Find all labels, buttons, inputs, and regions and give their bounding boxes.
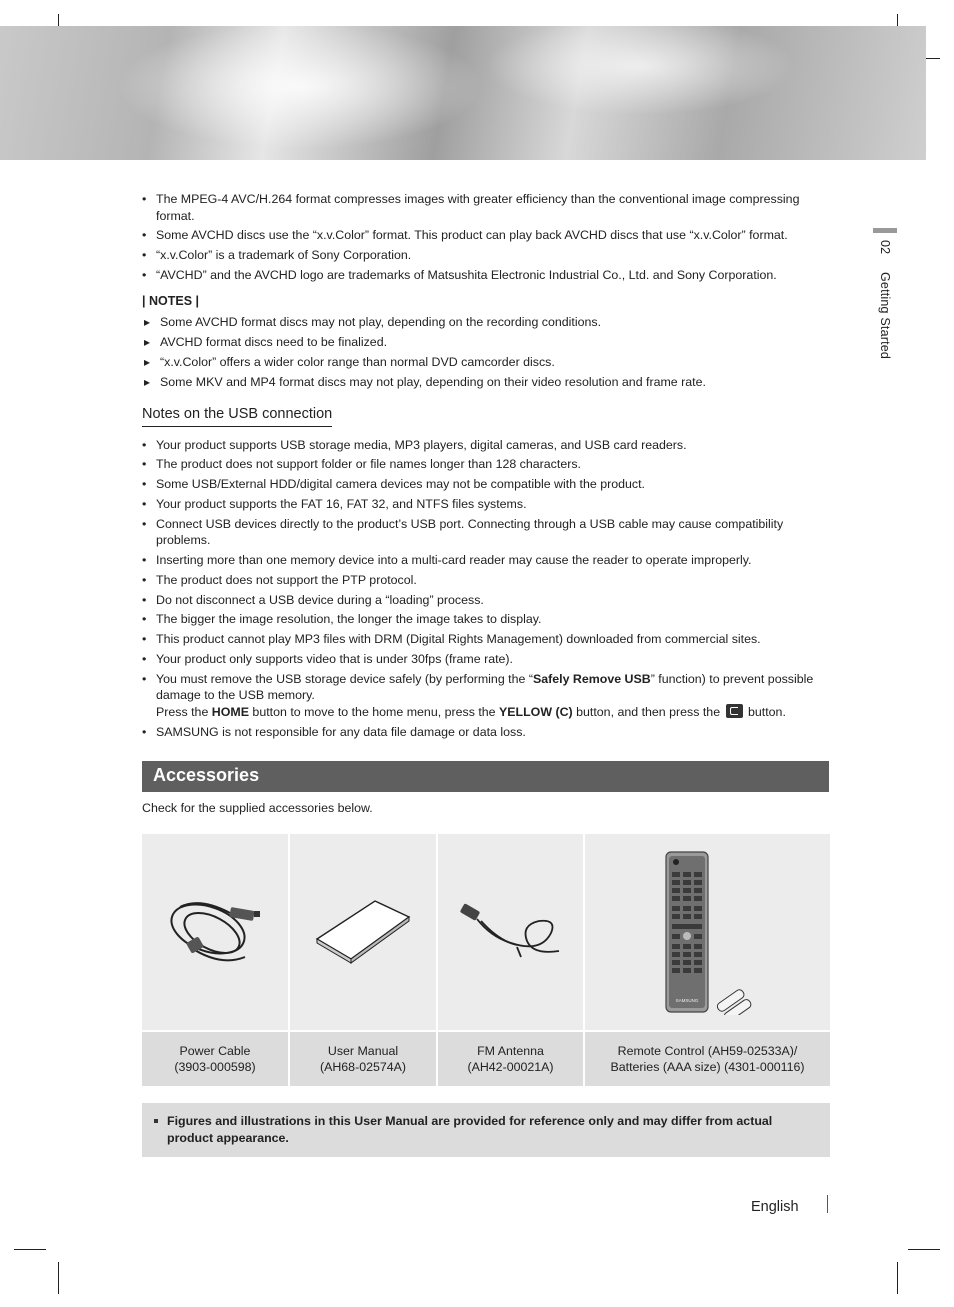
list-item: • Some USB/External HDD/digital camera devices may not be compatible with the product.: [142, 476, 830, 493]
figure-note-text: Figures and illustrations in this User Manual are provided for reference only and may differ from actual product appearance.: [167, 1114, 773, 1145]
text-bold: YELLOW (C): [499, 704, 573, 719]
list-item: • Some AVCHD discs use the “x.v.Color” format. This product can play back AVCHD discs that use “x.v.Color” format.: [142, 227, 830, 244]
intro-bullet-list: [142, 191, 830, 283]
text-bold: HOME: [211, 704, 249, 719]
list-item: • Inserting more than one memory device into a multi-card reader may cause the reader to operate improperly.: [142, 552, 830, 569]
user-manual-icon: [313, 897, 413, 967]
notes-heading: | NOTES |: [142, 294, 200, 309]
crop-mark: [58, 1262, 59, 1294]
header-band: [0, 26, 926, 160]
usb-section-heading: Notes on the USB connection: [142, 406, 332, 427]
list-item: • Your product supports USB storage media, MP3 players, digital cameras, and USB card readers.: [142, 437, 830, 454]
crop-mark: [897, 1262, 898, 1294]
remote-control-caption: [585, 1032, 830, 1086]
user-manual-image: [290, 834, 436, 1030]
list-item: • Your product only supports video that is under 30fps (frame rate).: [142, 651, 830, 668]
list-item: ▸ Some AVCHD format discs may not play, depending on the recording conditions.: [142, 314, 830, 331]
list-item: • The bigger the image resolution, the longer the image takes to display.: [142, 611, 830, 628]
list-item: • Do not disconnect a USB device during a “loading” process.: [142, 592, 830, 609]
chapter-tab-marker: [873, 228, 897, 233]
caption-line: (3903-000598): [174, 1060, 256, 1074]
list-item: • This product cannot play MP3 files with DRM (Digital Rights Management) downloaded from commercial sites.: [142, 631, 830, 648]
fm-antenna-caption: [438, 1032, 583, 1086]
list-item: • Your product supports the FAT 16, FAT 32, and NTFS files systems.: [142, 496, 830, 513]
power-cable-icon: [160, 887, 270, 977]
text-bold: Safely Remove USB: [532, 671, 651, 686]
crop-mark: [908, 1249, 940, 1250]
caption-line: (AH42-00021A): [467, 1060, 554, 1074]
chapter-title: Getting Started: [878, 272, 892, 360]
accessories-heading: Accessories: [142, 761, 829, 792]
footer-language: English: [751, 1199, 799, 1215]
footer-divider: [827, 1195, 828, 1213]
figure-note-box: [142, 1103, 830, 1157]
text: button.: [744, 704, 786, 719]
usb-notes-list: [142, 437, 830, 741]
square-bullet-icon: [154, 1119, 158, 1123]
caption-line: FM Antenna: [477, 1043, 544, 1058]
list-item: • The product does not support the PTP protocol.: [142, 572, 830, 589]
accessory-cell-power-cable: [142, 834, 288, 1086]
list-item: • “x.v.Color” is a trademark of Sony Corporation.: [142, 247, 830, 264]
remote-control-image: [585, 834, 830, 1030]
caption-line: User Manual: [327, 1043, 399, 1058]
accessory-cell-user-manual: [290, 834, 436, 1086]
fm-antenna-icon: [451, 897, 571, 967]
list-item: • Connect USB devices directly to the product’s USB port. Connecting through a USB cable may cause compatibility problems.: [142, 516, 830, 549]
power-cable-caption: [142, 1032, 288, 1086]
accessory-cell-remote-control: [585, 834, 830, 1086]
text: ” function) to prevent possible damage to the USB memory.: [156, 671, 814, 703]
list-item-safe-remove: [142, 671, 830, 721]
chapter-label: [878, 240, 892, 359]
remote-control-icon: [658, 850, 758, 1015]
main-content: [142, 191, 830, 743]
list-item: • The MPEG-4 AVC/H.264 format compresses images with greater efficiency than the conventional image compressing format.: [142, 191, 830, 224]
list-item: • The product does not support folder or file names longer than 128 characters.: [142, 456, 830, 473]
caption-line: Power Cable: [179, 1043, 251, 1058]
caption-line: Batteries (AAA size) (4301-000116): [610, 1060, 805, 1074]
list-item: ▸ Some MKV and MP4 format discs may not play, depending on their video resolution and frame rate.: [142, 374, 830, 391]
remote-brand-label: SAMSUNG: [675, 997, 698, 1003]
fm-antenna-image: [438, 834, 583, 1030]
crop-mark: [14, 1249, 46, 1250]
list-item: ▸ “x.v.Color” offers a wider color range than normal DVD camcorder discs.: [142, 354, 830, 371]
notes-list: [142, 314, 830, 390]
text: button, and then press the: [572, 704, 724, 719]
user-manual-caption: [290, 1032, 436, 1086]
chapter-number: 02: [878, 240, 892, 255]
list-item: ▸ AVCHD format discs need to be finalized.: [142, 334, 830, 351]
power-cable-image: [142, 834, 288, 1030]
list-item: • “AVCHD” and the AVCHD logo are trademarks of Matsushita Electronic Industrial Co., Ltd. and Sony Corporation.: [142, 267, 830, 284]
text: Press the: [156, 704, 212, 719]
eject-usb-icon: [726, 704, 743, 718]
accessory-cell-fm-antenna: [438, 834, 583, 1086]
text: button to move to the home menu, press the: [248, 704, 500, 719]
caption-line: (AH68-02574A): [319, 1060, 407, 1074]
text: You must remove the USB storage device safely (by performing the “: [156, 671, 533, 686]
accessories-table: [142, 834, 830, 1086]
accessories-intro: Check for the supplied accessories below.: [142, 801, 373, 815]
caption-line: Remote Control (AH59-02533A)/: [617, 1043, 798, 1058]
list-item: • SAMSUNG is not responsible for any data file damage or data loss.: [142, 724, 830, 741]
